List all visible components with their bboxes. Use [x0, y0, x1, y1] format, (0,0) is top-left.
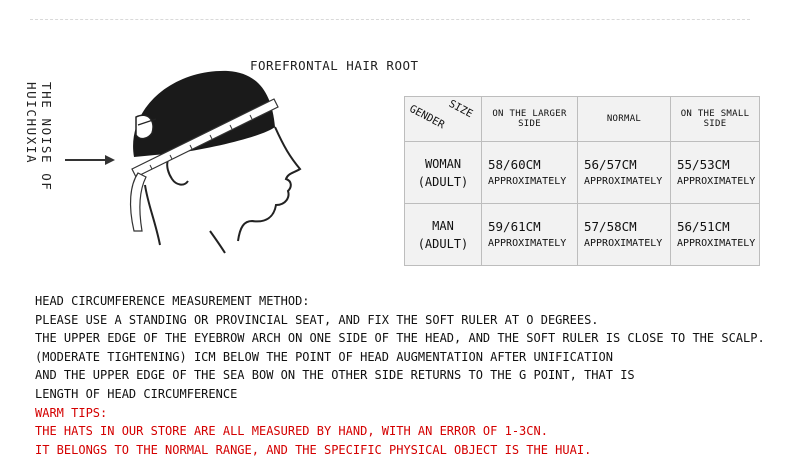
- size-table: [404, 96, 760, 266]
- tape-tail: [131, 173, 146, 231]
- corner-gender-label: GENDER: [407, 102, 447, 132]
- size-cell: [578, 142, 671, 204]
- corner-size-label: SIZE: [446, 97, 475, 121]
- vertical-brand-text: THE NOISE OF HUICHUXIA: [24, 82, 54, 192]
- gender-qualifier: (ADULT): [417, 236, 469, 251]
- gender-qualifier: (ADULT): [417, 174, 469, 189]
- gender-cell-woman: [405, 142, 482, 204]
- size-approx-note: APPROXIMATELY: [677, 237, 756, 249]
- size-value: 55/53CM: [677, 156, 730, 172]
- size-approx-note: APPROXIMATELY: [488, 237, 567, 249]
- warm-tip-line: THE HATS IN OUR STORE ARE ALL MEASURED BY HAND, WITH AN ERROR OF 1-3CN.: [35, 424, 548, 439]
- table-row-man: [405, 204, 760, 266]
- size-value: 57/58CM: [584, 218, 637, 234]
- gender-name: WOMAN: [424, 156, 462, 171]
- size-cell: [671, 142, 760, 204]
- method-line: LENGTH OF HEAD CIRCUMFERENCE: [35, 386, 238, 401]
- gender-name: MAN: [432, 218, 454, 233]
- warm-tips-heading: WARM TIPS:: [35, 405, 108, 420]
- diagram-label: FOREFRONTAL HAIR ROOT: [250, 58, 419, 73]
- column-header-normal: NORMAL: [578, 97, 671, 142]
- gender-cell-man: [405, 204, 482, 266]
- chin-line: [210, 231, 225, 253]
- column-header-larger: ON THE LARGER SIDE: [482, 97, 578, 142]
- warm-tip-line: IT BELONGS TO THE NORMAL RANGE, AND THE SPECIFIC PHYSICAL OBJECT IS THE HUAI.: [35, 442, 592, 457]
- size-cell: [671, 204, 760, 266]
- column-header-smaller: ON THE SMALL SIDE: [671, 97, 760, 142]
- size-value: 58/60CM: [488, 156, 541, 172]
- size-value: 59/61CM: [488, 218, 541, 234]
- head-measurement-diagram: [60, 55, 305, 255]
- size-value: 56/57CM: [584, 156, 637, 172]
- method-line: (MODERATE TIGHTENING) ICM BELOW THE POINT OF HEAD AUGMENTATION AFTER UNIFICATION: [35, 349, 613, 364]
- neck-back-line: [145, 185, 160, 245]
- method-line: HEAD CIRCUMFERENCE MEASUREMENT METHOD:: [35, 294, 310, 308]
- measurement-notes: [35, 292, 765, 459]
- size-table-header-row: [405, 97, 760, 142]
- size-approx-note: APPROXIMATELY: [488, 175, 567, 187]
- hand-shape: [136, 115, 153, 138]
- method-line: PLEASE USE A STANDING OR PROVINCIAL SEAT, AND FIX THE SOFT RULER AT O DEGREES.: [35, 312, 599, 327]
- size-approx-note: APPROXIMATELY: [584, 237, 663, 249]
- method-line: THE UPPER EDGE OF THE EYEBROW ARCH ON ONE SIDE OF THE HEAD, AND THE SOFT RULER IS CLOSE TO THE SCALP.: [35, 331, 765, 346]
- method-line: AND THE UPPER EDGE OF THE SEA BOW ON THE OTHER SIDE RETURNS TO THE G POINT, THAT IS: [35, 368, 635, 383]
- size-cell: [578, 204, 671, 266]
- table-row-woman: [405, 142, 760, 204]
- size-approx-note: APPROXIMATELY: [584, 175, 663, 187]
- top-divider: [30, 19, 750, 20]
- size-cell: [482, 142, 578, 204]
- table-corner-cell: [405, 97, 482, 142]
- size-value: 56/51CM: [677, 218, 730, 234]
- size-approx-note: APPROXIMATELY: [677, 175, 756, 187]
- pointer-arrow-head: [105, 155, 115, 165]
- head-outline: [238, 127, 300, 241]
- size-cell: [482, 204, 578, 266]
